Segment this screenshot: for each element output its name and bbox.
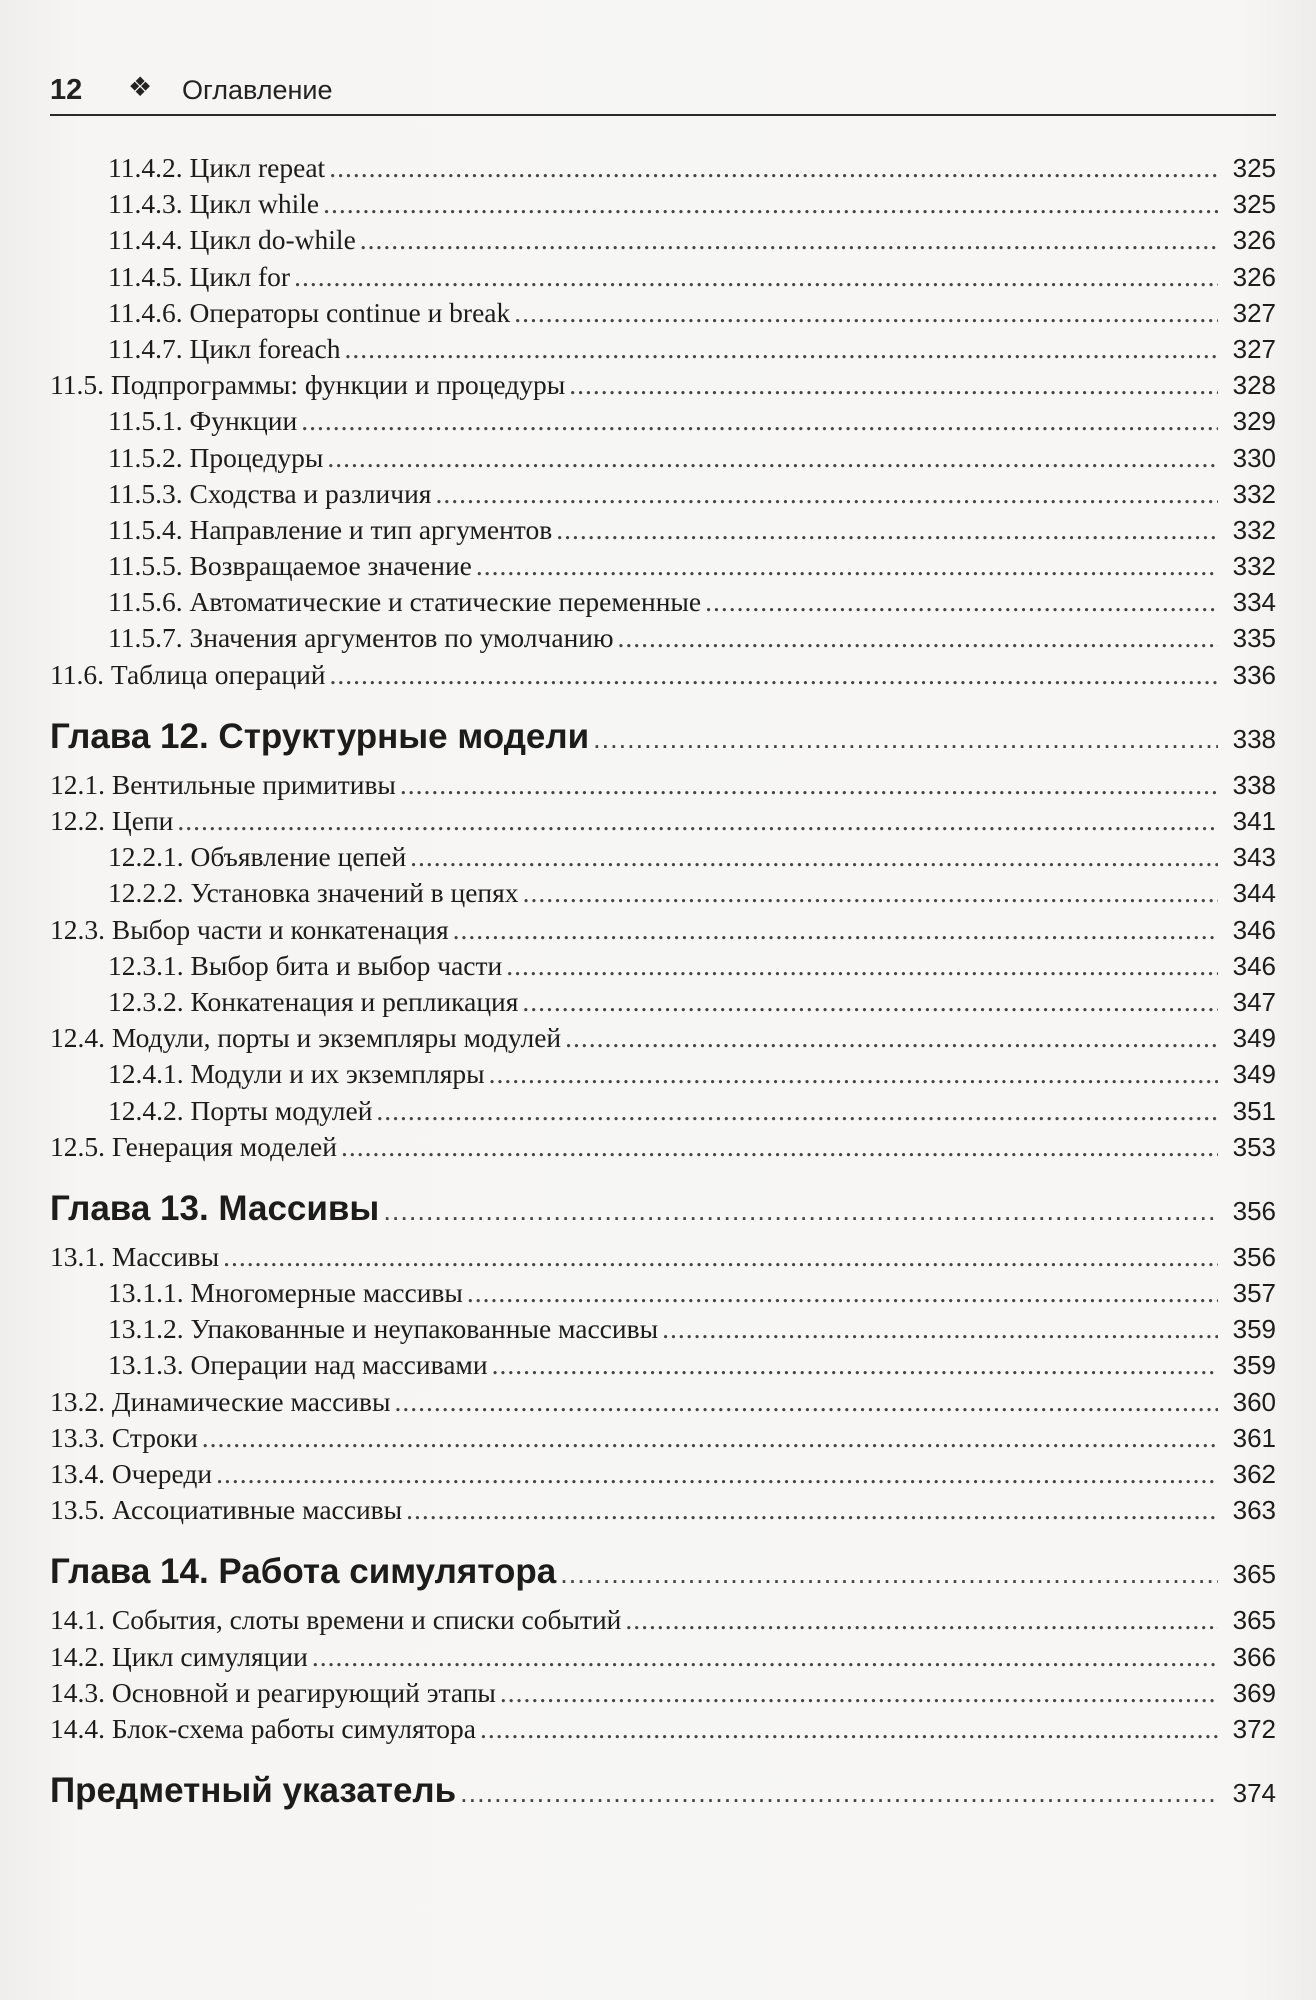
ornament-icon: ❖ — [128, 72, 153, 102]
dot-leader — [177, 803, 1218, 839]
toc-entry-title: 11.4.6. Операторы continue и break — [108, 296, 511, 328]
toc-subsection-entry — [50, 1347, 1276, 1383]
toc-section-entry — [50, 803, 1276, 839]
toc-entry-title: 12.4.1. Модули и их экземпляры — [108, 1058, 485, 1090]
toc-page-number: 336 — [1232, 659, 1276, 690]
dot-leader — [410, 839, 1218, 875]
toc-entry-title: Глава 14. Работа симулятора — [50, 1552, 557, 1592]
toc-page-number: 327 — [1232, 297, 1276, 328]
toc-entry-title: 12.3.2. Конкатенация и репликация — [108, 985, 519, 1017]
toc-entry-title: 11.5.2. Процедуры — [108, 441, 324, 473]
dot-leader — [376, 1093, 1218, 1129]
toc-page-number: 356 — [1232, 1241, 1276, 1272]
toc-page-number: 334 — [1232, 587, 1276, 618]
toc-subsection-entry — [50, 150, 1276, 186]
dot-leader — [523, 875, 1218, 911]
dot-leader — [327, 440, 1218, 476]
toc-section-entry — [50, 1384, 1276, 1420]
dot-leader — [560, 1552, 1218, 1596]
toc-subsection-entry — [50, 839, 1276, 875]
toc-page-number: 359 — [1232, 1350, 1276, 1381]
toc-page-number: 332 — [1232, 551, 1276, 582]
toc-entry-title: 11.4.2. Цикл repeat — [108, 152, 326, 183]
toc-subsection-entry — [50, 476, 1276, 512]
toc-page-number: 332 — [1232, 514, 1276, 545]
toc-entry-title: 11.5.5. Возвращаемое значение — [108, 550, 472, 582]
toc-entry-title: 11.5.7. Значения аргументов по умолчанию — [108, 622, 614, 654]
toc-chapter-entry — [50, 1187, 1276, 1231]
toc-entry-title: 13.4. Очереди — [50, 1458, 213, 1489]
toc-page-number: 349 — [1232, 1023, 1276, 1054]
toc-subsection-entry — [50, 1311, 1276, 1347]
toc-section-entry — [50, 1711, 1276, 1747]
toc-section-entry — [50, 657, 1276, 693]
dot-leader — [294, 259, 1218, 295]
toc-page-number: 362 — [1232, 1459, 1276, 1489]
dot-leader — [492, 1347, 1218, 1383]
toc-entry-title: Предметный указатель — [50, 1771, 457, 1811]
toc-entry-title: 13.1.2. Упакованные и неупакованные массивы — [108, 1313, 659, 1345]
running-head — [50, 66, 1276, 116]
toc-section-entry — [50, 1456, 1276, 1492]
toc-subsection-entry — [50, 1056, 1276, 1092]
table-of-contents — [50, 150, 1276, 1821]
dot-leader — [435, 476, 1218, 512]
toc-entry-title: 13.1.1. Многомерные массивы — [108, 1277, 463, 1309]
toc-chapter-entry — [50, 1550, 1276, 1594]
toc-entry-title: 11.5. Подпрограммы: функции и процедуры — [50, 369, 566, 401]
toc-entry-title: 13.3. Строки — [50, 1421, 198, 1453]
toc-page-number: 328 — [1232, 370, 1276, 401]
toc-page-number: 338 — [1232, 723, 1276, 754]
toc-entry-title: 12.4.2. Порты модулей — [108, 1094, 373, 1126]
toc-page-number: 359 — [1232, 1314, 1276, 1345]
toc-chapter-entry — [50, 1769, 1276, 1813]
toc-section-entry — [50, 912, 1276, 948]
running-head-title: Оглавление — [182, 75, 333, 105]
toc-entry-title: 11.4.7. Цикл foreach — [108, 332, 341, 364]
toc-page-number: 346 — [1232, 914, 1276, 945]
toc-entry-title: 14.4. Блок-схема работы симулятора — [50, 1712, 477, 1744]
dot-leader — [593, 717, 1218, 761]
dot-leader — [556, 512, 1218, 548]
toc-subsection-entry — [50, 403, 1276, 439]
toc-page-number: 326 — [1232, 261, 1276, 292]
toc-subsection-entry — [50, 186, 1276, 222]
toc-page-number: 326 — [1232, 225, 1276, 256]
toc-page-number: 325 — [1232, 153, 1276, 183]
toc-entry-title: 11.5.6. Автоматические и статические переменные — [108, 586, 702, 618]
toc-page-number: 353 — [1232, 1131, 1276, 1162]
toc-entry-title: 12.3. Выбор части и конкатенация — [50, 913, 449, 945]
toc-subsection-entry — [50, 620, 1276, 656]
toc-page-number: 341 — [1232, 806, 1276, 836]
dot-leader — [480, 1711, 1218, 1747]
dot-leader — [467, 1275, 1218, 1311]
dot-leader — [216, 1456, 1218, 1492]
dot-leader — [329, 150, 1218, 186]
toc-subsection-entry — [50, 875, 1276, 911]
toc-entry-title: 14.3. Основной и реагирующий этапы — [50, 1676, 496, 1708]
dot-leader — [301, 403, 1218, 439]
dot-leader — [514, 295, 1218, 331]
toc-subsection-entry — [50, 440, 1276, 476]
toc-page-number: 343 — [1232, 842, 1276, 873]
toc-subsection-entry — [50, 295, 1276, 331]
toc-section-entry — [50, 1239, 1276, 1275]
toc-page-number: 335 — [1232, 623, 1276, 654]
toc-page-number: 349 — [1232, 1059, 1276, 1090]
toc-subsection-entry — [50, 1275, 1276, 1311]
toc-page-number: 347 — [1232, 986, 1276, 1017]
toc-page-number: 329 — [1232, 406, 1276, 437]
toc-entry-title: 14.1. События, слоты времени и списки событий — [50, 1604, 622, 1636]
toc-subsection-entry — [50, 222, 1276, 258]
toc-entry-title: 11.4.4. Цикл do-while — [108, 224, 356, 256]
toc-entry-title: 12.3.1. Выбор бита и выбор части — [108, 949, 503, 981]
toc-entry-title: Глава 13. Массивы — [50, 1188, 380, 1228]
toc-page-number: 344 — [1232, 878, 1276, 909]
dot-leader — [489, 1056, 1218, 1092]
dot-leader — [406, 1492, 1218, 1528]
toc-page-number: 363 — [1232, 1495, 1276, 1526]
toc-subsection-entry — [50, 331, 1276, 367]
toc-entry-title: 11.5.4. Направление и тип аргументов — [108, 513, 553, 545]
toc-section-entry — [50, 1675, 1276, 1711]
dot-leader — [341, 1129, 1218, 1165]
toc-entry-title: 13.1.3. Операции над массивами — [108, 1349, 488, 1381]
dot-leader — [522, 984, 1218, 1020]
toc-subsection-entry — [50, 512, 1276, 548]
toc-section-entry — [50, 367, 1276, 403]
toc-entry-title: 12.4. Модули, порты и экземпляры модулей — [50, 1022, 562, 1054]
toc-entry-title: Глава 12. Структурные модели — [50, 716, 590, 756]
dot-leader — [323, 186, 1218, 222]
toc-subsection-entry — [50, 1093, 1276, 1129]
toc-page-number: 325 — [1232, 189, 1276, 220]
toc-subsection-entry — [50, 259, 1276, 295]
toc-page-number: 351 — [1232, 1095, 1276, 1126]
toc-entry-title: 11.4.5. Цикл for — [108, 260, 291, 292]
toc-section-entry — [50, 1020, 1276, 1056]
toc-page-number: 338 — [1232, 769, 1276, 800]
dot-leader — [565, 1020, 1218, 1056]
toc-entry-title: 12.2.2. Установка значений в цепях — [108, 877, 519, 909]
toc-page-number: 360 — [1232, 1386, 1276, 1417]
toc-subsection-entry — [50, 984, 1276, 1020]
toc-section-entry — [50, 1492, 1276, 1528]
toc-page-number: 327 — [1232, 333, 1276, 364]
toc-subsection-entry — [50, 948, 1276, 984]
dot-leader — [312, 1639, 1218, 1675]
toc-entry-title: 12.2. Цепи — [50, 805, 174, 836]
toc-page-number: 357 — [1232, 1278, 1276, 1309]
dot-leader — [360, 222, 1218, 258]
toc-subsection-entry — [50, 548, 1276, 584]
dot-leader — [400, 767, 1218, 803]
dot-leader — [344, 331, 1218, 367]
toc-entry-title: 14.2. Цикл симуляции — [50, 1640, 308, 1672]
toc-entry-title: 11.5.1. Функции — [108, 405, 298, 437]
dot-leader — [506, 948, 1218, 984]
toc-entry-title: 12.2.1. Объявление цепей — [108, 841, 407, 873]
toc-entry-title: 12.1. Вентильные примитивы — [50, 768, 396, 800]
toc-chapter-entry — [50, 715, 1276, 759]
toc-subsection-entry — [50, 584, 1276, 620]
dot-leader — [330, 657, 1219, 693]
toc-entry-title: 13.1. Массивы — [50, 1240, 220, 1272]
toc-page-number: 365 — [1232, 1559, 1276, 1590]
toc-page-number: 330 — [1232, 442, 1276, 473]
dot-leader — [460, 1771, 1218, 1815]
toc-entry-title: 11.5.3. Сходства и различия — [108, 477, 432, 509]
toc-entry-title: 11.4.3. Цикл while — [108, 188, 320, 220]
toc-section-entry — [50, 1639, 1276, 1675]
dot-leader — [500, 1675, 1218, 1711]
toc-section-entry — [50, 1129, 1276, 1165]
toc-entry-title: 13.5. Ассоциативные массивы — [50, 1494, 403, 1526]
toc-section-entry — [50, 1602, 1276, 1638]
toc-page-number: 346 — [1232, 950, 1276, 981]
toc-page-number: 374 — [1232, 1778, 1276, 1809]
toc-entry-title: 12.5. Генерация моделей — [50, 1130, 337, 1162]
toc-entry-title: 13.2. Динамические массивы — [50, 1385, 391, 1417]
toc-page-number: 369 — [1232, 1677, 1276, 1708]
dot-leader — [618, 620, 1218, 656]
toc-section-entry — [50, 1420, 1276, 1456]
toc-page-number: 372 — [1232, 1713, 1276, 1744]
dot-leader — [476, 548, 1218, 584]
toc-section-entry — [50, 767, 1276, 803]
toc-page-number: 366 — [1232, 1641, 1276, 1672]
dot-leader — [202, 1420, 1218, 1456]
toc-page-number: 365 — [1232, 1605, 1276, 1636]
toc-page-number: 332 — [1232, 478, 1276, 509]
toc-entry-title: 11.6. Таблица операций — [50, 658, 326, 690]
page-number: 12 — [50, 74, 83, 106]
dot-leader — [223, 1239, 1218, 1275]
dot-leader — [395, 1384, 1219, 1420]
dot-leader — [705, 584, 1218, 620]
dot-leader — [662, 1311, 1218, 1347]
dot-leader — [383, 1189, 1218, 1233]
dot-leader — [569, 367, 1218, 403]
toc-page-number: 361 — [1232, 1422, 1276, 1453]
toc-page-number: 356 — [1232, 1195, 1276, 1226]
dot-leader — [453, 912, 1218, 948]
dot-leader — [625, 1602, 1218, 1638]
